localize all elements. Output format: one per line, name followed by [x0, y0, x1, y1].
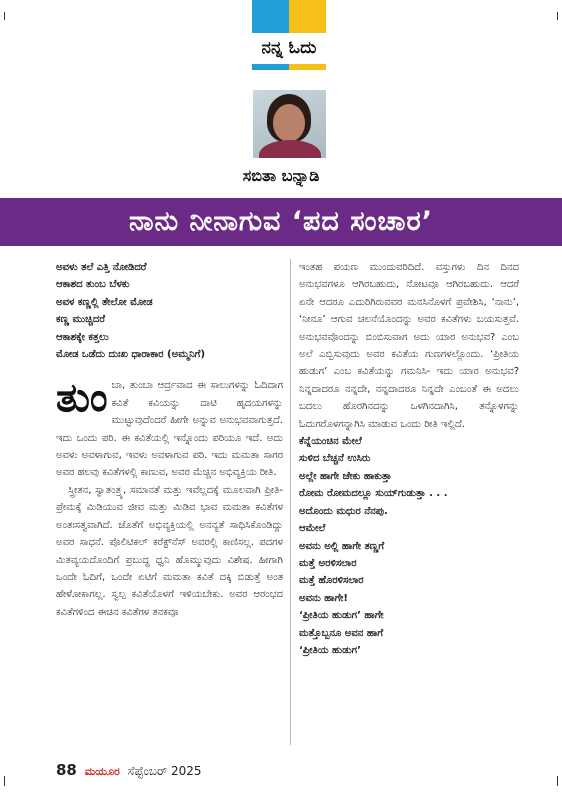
poem-line: ಮತ್ತೊಬ್ಬನೂ ಅವನ ಹಾಗೆ	[299, 627, 384, 639]
poem-line: ರೋಮ ರೋಮದಲ್ಲೂ ಸುಯ್‌ಗುಡುತ್ತಾ . . .	[299, 488, 448, 500]
poem-intro	[56, 259, 283, 363]
crop-mark	[4, 12, 5, 20]
magazine-name: ಮಯೂರ	[84, 765, 120, 778]
column-left	[56, 259, 283, 621]
column-divider	[290, 259, 291, 745]
poem-line: ಮೋಡ ಒಡೆದು ದುಃಖ ಧಾರಾಕಾರ (ಅಮ್ಮನಿಗೆ)	[56, 349, 206, 361]
paragraph-2: ಸ್ತ್ರೀತನ, ಸ್ವಾತಂತ್ರ್ಯ, ಸಮಾನತೆ ಮತ್ತು ಇವೆಲ್ಲದಕ್ಕೆ ಮೂಲವಾಗಿ ಪ್ರೀತಿ- ಪ್ರೇಮಕ್ಕೆ ಮಿಡಿಯುವ ಜೀವ ಮತ್ತು ಮಿಡಿವ ಭಾವ ಮಮತಾ ಕವಿತೆಗಳ ಅಂತಃಸತ್ವವಾಗಿದೆ. ಜೊತೆಗೆ ಅಭಿವ್ಯಕ್ತಿಯಲ್ಲಿ ಅನನ್ಯತೆ ಸಾಧಿಸಿಕೊಂಡಿದ್ದು ಅವರ ಸಾಧನೆ. ಪೊಲಿಟಿಕಲ್ ಕರೆಕ್ಟ್‌ನೆಸ್ ಅವರಲ್ಲಿ ಕಾಣಿಸಲ್ಲ. ಪದಗಳ ಮಿತವ್ಯಯದೊಂದಿಗೆ ಪ್ರಬುದ್ಧ ಧ್ವನಿ ಹೊಮ್ಮುವುದು ವಿಶೇಷ. ಹೀಗಾಗಿ ಒಂದೇ ಓದಿಗೆ, ಒಂದೇ ಏಟಿಗೆ ಮಮತಾ ಕವಿತೆ ದಕ್ಕಿ ಬಿಡುತ್ತೆ ಅಂತ ಹೇಳೋಕಾಗಲ್ಲ. ಸ್ವಲ್ಪ ಕವಿತೆಯೊಳಗೆ ಇಳಿಯಬೇಕು. ಅವರ ಆರಂಭದ ಕವಿತೆಗಳಿಂದ ಈಚಿನ ಕವಿತೆಗಳ ತನಕವೂ	[56, 484, 283, 618]
crop-mark	[557, 776, 558, 786]
logo-blue-block	[252, 0, 289, 33]
paragraph-1-text: ಬಾ, ತುಂಬಾ ಆರ್ದ್ರವಾದ ಈ ಸಾಲುಗಳನ್ನು ಓದಿದಾಗ ಕವಿತೆ ಕವಿಯನ್ನು ದಾಟಿ ಹೃದಯಗಳನ್ನು ಮುಟ್ಟುವುದೆಂದರೆ ಹೀಗೇ ಅನ್ನುವ ಅನುಭವವಾಗುತ್ತದೆ. ಇದು ಒಂದು ಪರಿ. ಈ ಕವಿತೆಯಲ್ಲಿ ಇನ್ನೊಂದು ಪರಿಯೂ ಇದೆ. ಅದು ಅವಳು ಅವಳಾಗುವ, ಇವಳು ಅವಳಾಗುವ ಪರಿ. ಇದು ಮಮತಾ ಸಾಗರ ಅವರ ಹಲವು ಕವಿತೆಗಳಲ್ಲಿ ಕಾಣುವ, ಅವರ ಮೆಚ್ಚಿನ ಅಭಿವ್ಯಕ್ತಿಯ ರೀತಿ.	[56, 380, 283, 479]
page-footer	[56, 761, 202, 779]
poem-excerpt	[299, 433, 519, 659]
column-name: ನನ್ನ ಓದು	[261, 38, 317, 58]
poem-line: ಕೆನ್ನೆಯಂಚಿನ ಮೇಲೆ	[299, 436, 362, 448]
poem-line: ‘ಪ್ರೀತಿಯ ಹುಡುಗ’	[299, 644, 361, 656]
article-title: ನಾನು ನೀನಾಗುವ ‘ಪದ ಸಂಚಾರ’	[0, 198, 562, 246]
poem-line: ಅಲ್ಲೇ ಹಾಗೇ ಜೇಕು ಹಾಕುತ್ತಾ	[299, 470, 392, 482]
poem-line: ಮತ್ತೆ ಹೊರಳಿಸಲಾರ	[299, 575, 364, 587]
crop-mark	[4, 776, 5, 786]
poem-line: ಅವಳು ತಲೆ ಎತ್ತಿ ನೋಡಿದರೆ	[56, 262, 147, 273]
poem-line: ಅವನು ಹಾಗೇ!	[299, 592, 348, 604]
logo-yellow-block	[289, 0, 326, 33]
author-photo	[253, 90, 326, 158]
crop-mark	[557, 12, 558, 20]
poem-line: ಆಮೇಲೆ	[299, 523, 326, 535]
poem-line: ಅದೊಂದು ಮಧುರ ನೆನಪು.	[299, 505, 388, 517]
poem-line: ಅವಳ ಕಣ್ಣಲ್ಲಿ ತೇಲೋ ಮೋಡ	[56, 296, 153, 308]
paragraph-3: ಇಂತಹ ಪಯಣ ಮುಂದುವರಿದಿದೆ. ವಸ್ತುಗಳು ದಿನ ದಿನದ ಅನುಭವಗಳೂ ಆಗಿರಬಹುದು, ನೋಟವೂ ಆಗಿರಬಹುದು. ಆದರೆ ಏನೇ ಆದರೂ ಎದುರಿಗಿರುವವರ ಮನಸಿನೊಳಗೆ ಪ್ರವೇಶಿಸಿ, ‘ನಾನು’, ‘ನೀನೂ’ ಆಗುವ ಚಲನೆಯೊಂದನ್ನು ಅವರ ಕವಿತೆಗಳು ಬಯಸುತ್ತವೆ. ಅನುಭವವೊಂದನ್ನು ಬಿಂಬಿಸುವಾಗ ಅದು ಯಾರ ಅನುಭವ? ಎಂಬ ಅಲೆ ಎಬ್ಬಿಸುವುದು ಅವರ ಕವಿತೆಯ ಗುಣಗಳಲ್ಲೊಂದು. ‘ಪ್ರೀತಿಯ ಹುಡುಗ’ ಎಂಬ ಕವಿತೆಯನ್ನು ಗಮನಿಸಿ- ಇದು ಯಾರ ಅನುಭವ? ನಿನ್ನದಾದರೂ ನನ್ನದೇ, ನನ್ನದಾದರೂ ನಿನ್ನದೇ ಎಂಬಂತೆ ಈ ಅದಲು ಬದಲು ಹೊರಗಿನದನ್ನು ಒಳಗಿನದಾಗಿಸಿ, ತನ್ನೊಳಗನ್ನು ಓದುಗರೊಳಗನ್ನಾಗಿಸಿ ಮಾಡುವ ಒಂದು ರೀತಿ ಇಲ್ಲಿದೆ.	[299, 262, 519, 430]
poem-line: ‘ಪ್ರೀತಿಯ ಹುಡುಗ’ ಹಾಗೇ	[299, 610, 384, 622]
column-right	[299, 259, 519, 659]
issue-date: ಸೆಪ್ಟೆಂಬರ್ 2025	[127, 764, 202, 778]
page-number: 88	[56, 761, 77, 779]
logo-yellow-bar	[289, 64, 326, 70]
paragraph-1	[56, 377, 283, 481]
poem-line: ಸುಳಿದ ಬೆಚ್ಚನೆ ಉಸಿರು	[299, 453, 371, 465]
poem-line: ಆಕಾಶದ ತುಂಬ ಬೆಳಕು	[56, 279, 130, 291]
poem-line: ಆಕಾಶಕ್ಕೇ ಕತ್ತಲು	[56, 331, 109, 343]
poem-line: ಮತ್ತೆ ಅರಳಿಸಲಾರ	[299, 557, 357, 569]
poem-line: ಕಣ್ಣ ಮುಚ್ಚಿದರೆ	[56, 314, 106, 326]
poem-line: ಅವನು ಅಲ್ಲಿ ಹಾಗೇ ತಣ್ಣಗೆ	[299, 540, 385, 552]
logo-blue-bar	[252, 64, 289, 70]
drop-cap: ತುಂ	[56, 375, 108, 422]
author-name: ಸಬಿತಾ ಬನ್ನಾಡಿ	[242, 166, 320, 185]
